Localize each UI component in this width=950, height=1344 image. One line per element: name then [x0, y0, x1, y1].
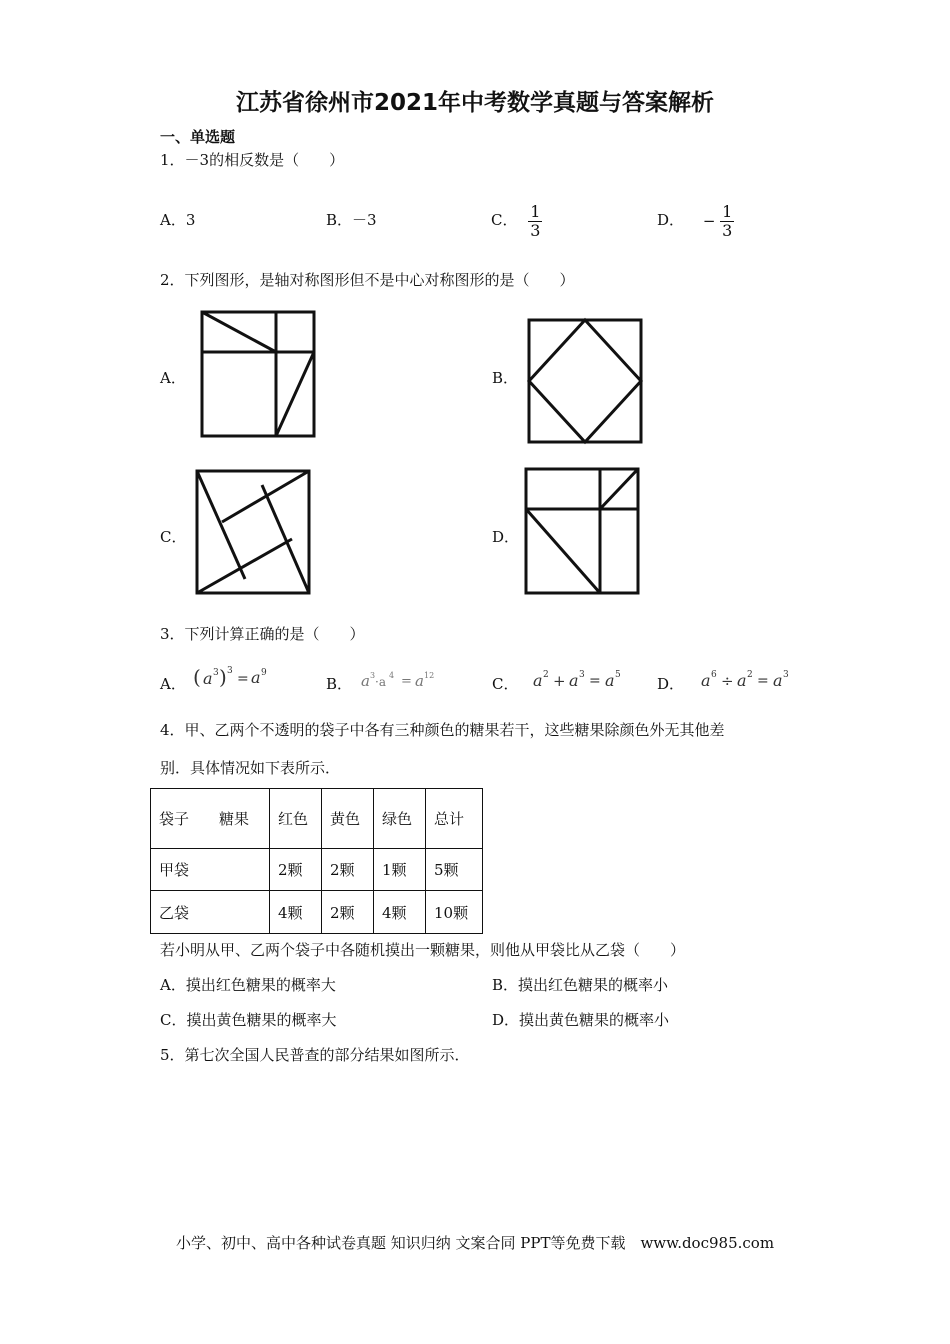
svg-text:÷: ÷ — [720, 672, 734, 690]
svg-text:a: a — [360, 672, 370, 690]
question-3-stem: 3．下列计算正确的是（ ） — [160, 625, 365, 643]
svg-text:=: = — [756, 673, 769, 689]
table-cell: 4颗 — [374, 891, 426, 934]
svg-text:4: 4 — [388, 671, 394, 680]
question-4-option-a: A．摸出红色糖果的概率大 — [160, 976, 336, 994]
table-cell: 4颗 — [270, 891, 322, 934]
svg-text:3: 3 — [579, 670, 585, 680]
figure-c — [192, 467, 314, 599]
svg-text:+: + — [553, 672, 566, 690]
svg-text:a: a — [414, 672, 424, 690]
svg-text:3: 3 — [226, 666, 233, 676]
svg-text:=: = — [236, 671, 249, 687]
svg-text:·a: ·a — [374, 675, 386, 689]
question-3-option-d — [657, 664, 799, 694]
document-title: 江苏省徐州市2021年中考数学真题与答案解析 — [235, 90, 714, 116]
table-cell: 10颗 — [426, 891, 483, 934]
svg-text:a: a — [569, 671, 579, 690]
question-2-stem: 2．下列图形，是轴对称图形但不是中心对称图形的是（ ） — [160, 271, 575, 289]
option-label: A． — [160, 675, 186, 693]
svg-text:a: a — [202, 669, 213, 688]
svg-text:6: 6 — [710, 670, 717, 680]
table-cell: 2颗 — [322, 891, 374, 934]
svg-text:=: = — [589, 673, 601, 689]
table-cell: 乙袋 — [151, 891, 270, 934]
table-header-cell: 红色 — [270, 789, 322, 849]
figure-d — [522, 465, 644, 597]
formula-b — [357, 664, 457, 694]
option-label: B． — [326, 675, 353, 693]
svg-text:2: 2 — [746, 670, 753, 680]
svg-text:5: 5 — [615, 670, 621, 680]
fraction-one-third: $\frac{1}{3}$ — [530, 201, 541, 240]
option-label: D． — [657, 675, 685, 693]
question-1-option-a: A．3 — [160, 211, 196, 229]
candy-table — [150, 788, 483, 934]
table-cell: 2颗 — [270, 849, 322, 891]
table-header-cell: 袋子 糖果 — [151, 789, 270, 849]
svg-text:=: = — [400, 674, 412, 689]
question-5-stem: 5．第七次全国人民普查的部分结果如图所示． — [160, 1046, 470, 1064]
question-1-option-b: B．－3 — [326, 211, 377, 229]
question-3-option-b — [326, 664, 457, 694]
question-4-option-b: B．摸出红色糖果的概率小 — [492, 976, 669, 994]
section-heading: 一、单选题 — [160, 128, 236, 146]
table-cell: 2颗 — [322, 849, 374, 891]
figure-b — [525, 316, 647, 446]
table-header-cell: 绿色 — [374, 789, 426, 849]
question-4-option-c: C．摸出黄色糖果的概率大 — [160, 1011, 337, 1029]
svg-text:3: 3 — [212, 668, 219, 678]
table-row — [151, 891, 483, 934]
svg-text:a: a — [772, 671, 783, 690]
minus-sign: − — [702, 212, 716, 230]
question-1-option-d — [657, 188, 734, 240]
question-1-option-c — [491, 188, 542, 240]
svg-text:3: 3 — [782, 670, 789, 680]
formula-a — [191, 664, 281, 694]
svg-text:3: 3 — [369, 671, 375, 680]
question-3-option-c — [492, 664, 633, 694]
svg-text:a: a — [250, 668, 261, 687]
table-header-cell: 黄色 — [322, 789, 374, 849]
question-1-stem: 1．－3的相反数是（ ） — [160, 151, 345, 169]
svg-text:9: 9 — [260, 668, 267, 678]
figure-a — [198, 308, 320, 440]
question-3-option-a — [160, 664, 281, 694]
question-2-option-c-label: C． — [160, 528, 187, 546]
question-4-stem-line2: 别．具体情况如下表所示． — [160, 759, 341, 777]
svg-text:a: a — [700, 671, 711, 690]
table-row — [151, 849, 483, 891]
table-cell: 5颗 — [426, 849, 483, 891]
question-2-option-b-label: B． — [492, 369, 519, 387]
formula-c — [523, 664, 633, 694]
fraction-neg-one-third: $\frac{1}{3}$ — [722, 201, 733, 240]
page-footer: 小学、初中、高中各种试卷真题 知识归纳 文案合同 PPT等免费下载 www.doc985.com — [175, 1234, 775, 1252]
svg-text:12: 12 — [423, 671, 434, 680]
question-2-option-a-label: A． — [160, 369, 186, 387]
option-c-label: C． — [491, 211, 518, 229]
option-label: C． — [492, 675, 519, 693]
question-4-stem-line1: 4．甲、乙两个不透明的袋子中各有三种颜色的糖果若干，这些糖果除颜色外无其他差 — [160, 721, 725, 739]
svg-text:a: a — [736, 671, 747, 690]
svg-text:): ) — [218, 665, 227, 689]
svg-text:(: ( — [192, 665, 201, 689]
table-header-row — [151, 789, 483, 849]
svg-text:2: 2 — [543, 670, 549, 680]
formula-d — [689, 664, 799, 694]
option-d-label: D． — [657, 211, 685, 229]
question-4-option-d: D．摸出黄色糖果的概率小 — [492, 1011, 670, 1029]
svg-text:a: a — [605, 671, 615, 690]
svg-text:a: a — [533, 671, 543, 690]
question-2-option-d-label: D． — [492, 528, 520, 546]
question-4-followup: 若小明从甲、乙两个袋子中各随机摸出一颗糖果，则他从甲袋比从乙袋（ ） — [160, 941, 686, 959]
table-cell: 1颗 — [374, 849, 426, 891]
table-header-cell: 总计 — [426, 789, 483, 849]
table-cell: 甲袋 — [151, 849, 270, 891]
